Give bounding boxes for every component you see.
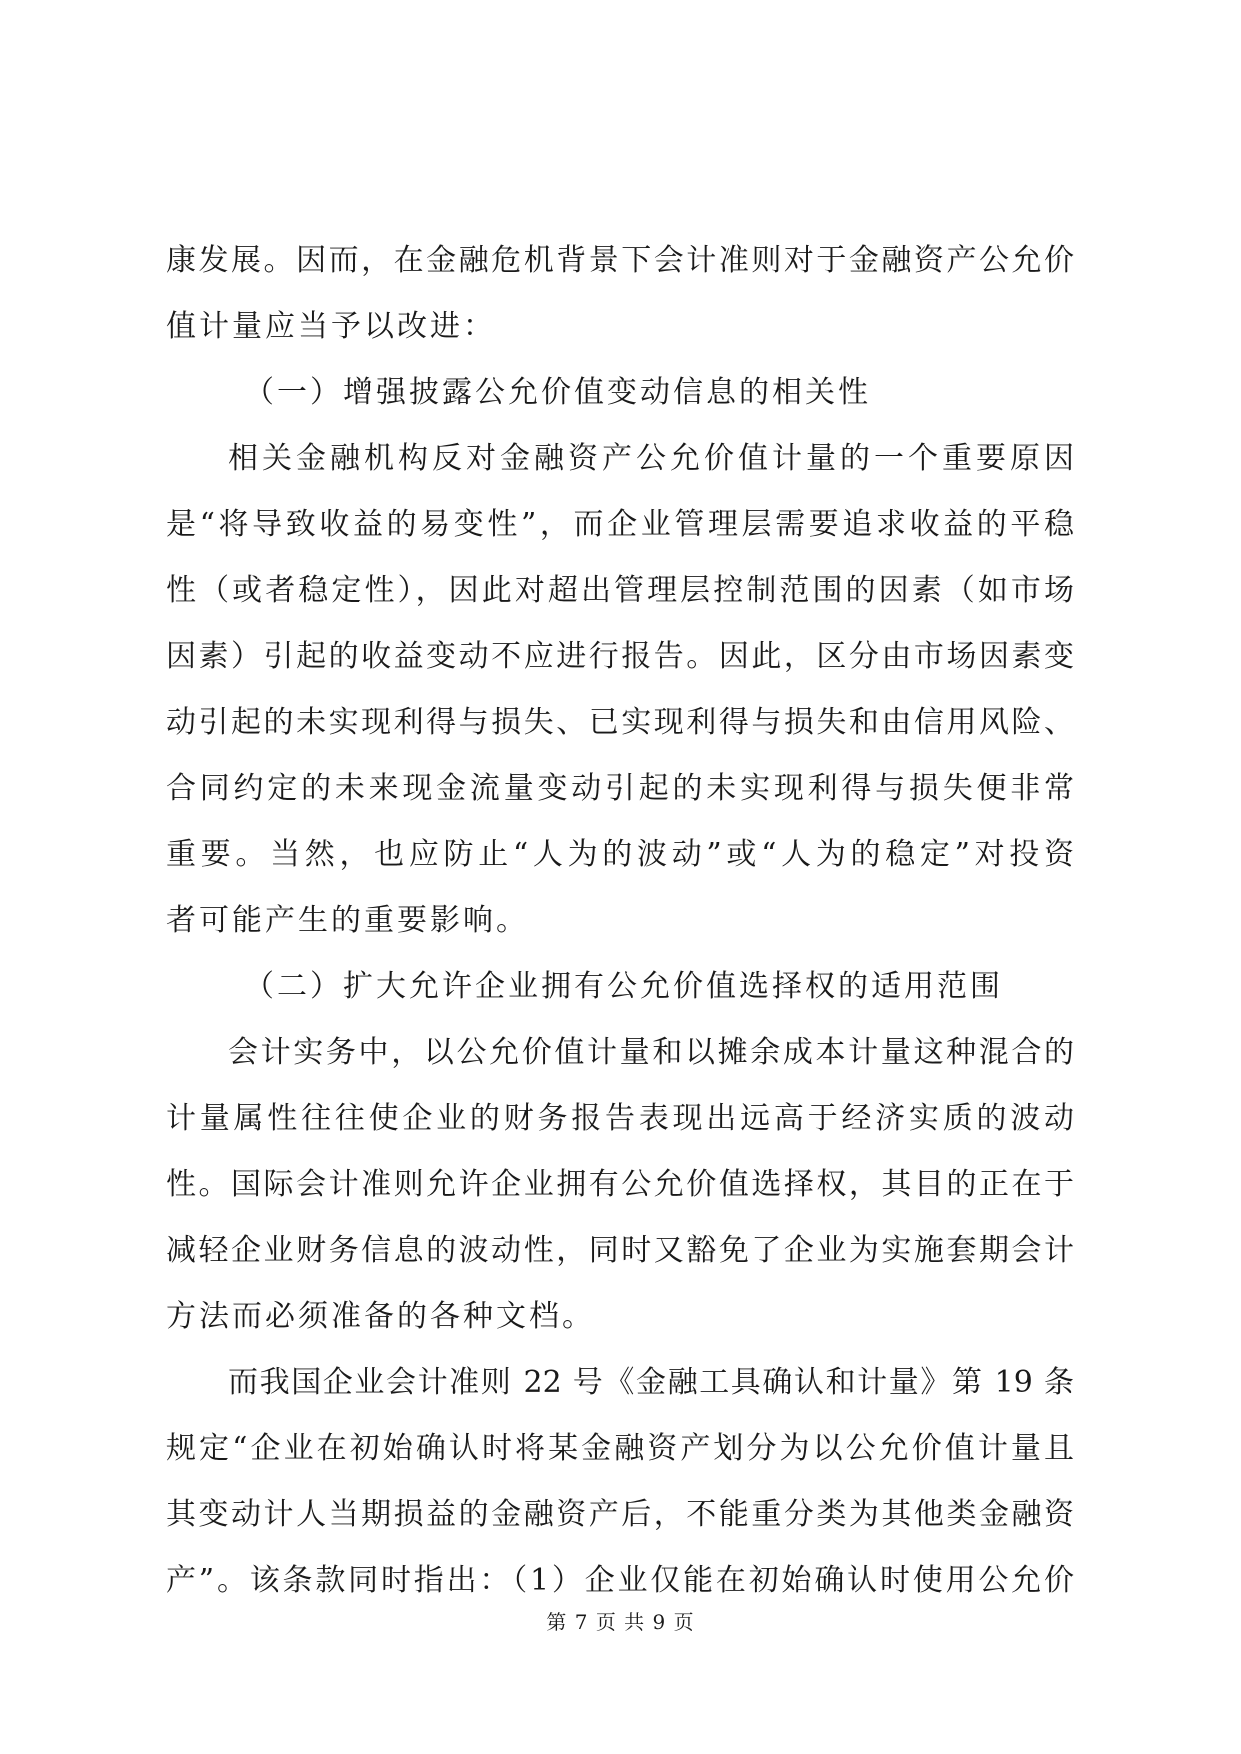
text-line: 值计量应当予以改进：: [166, 309, 496, 344]
text-line: 规定“企业在初始确认时将某金融资产划分为以公允价值计量且: [166, 1431, 1074, 1466]
text-line: 合同约定的未来现金流量变动引起的未实现利得与损失便非常: [166, 771, 1074, 806]
text-line: 减轻企业财务信息的波动性，同时又豁免了企业为实施套期会计: [166, 1233, 1074, 1268]
text-line: 是“将导致收益的易变性”，而企业管理层需要追求收益的平稳: [166, 507, 1074, 542]
body-text: [166, 228, 1074, 1614]
text-line: 相关金融机构反对金融资产公允价值计量的一个重要原因: [228, 441, 1074, 476]
text-line: 方法而必须准备的各种文档。: [166, 1299, 595, 1334]
text-line: 因素）引起的收益变动不应进行报告。因此，区分由市场因素变: [166, 639, 1074, 674]
text-line: 其变动计人当期损益的金融资产后，不能重分类为其他类金融资: [166, 1497, 1074, 1532]
text-line: 性。国际会计准则允许企业拥有公允价值选择权，其目的正在于: [166, 1167, 1074, 1202]
text-line: 性（或者稳定性），因此对超出管理层控制范围的因素（如市场: [166, 573, 1074, 608]
section-heading: （二）扩大允许企业拥有公允价值选择权的适用范围: [244, 969, 1003, 1004]
text-line: 而我国企业会计准则 22 号《金融工具确认和计量》第 19 条: [228, 1365, 1074, 1400]
text-line: 动引起的未实现利得与损失、已实现利得与损失和由信用风险、: [166, 705, 1074, 740]
text-line: 产”。该条款同时指出：（1）企业仅能在初始确认时使用公允价: [166, 1563, 1074, 1598]
text-line: 会计实务中，以公允价值计量和以摊余成本计量这种混合的: [228, 1035, 1074, 1070]
text-line: 康发展。因而，在金融危机背景下会计准则对于金融资产公允价: [166, 243, 1074, 278]
page-footer: 第 7 页 共 9 页: [546, 1610, 695, 1634]
text-line: 重要。当然，也应防止“人为的波动”或“人为的稳定”对投资: [166, 837, 1074, 872]
section-heading: （一）增强披露公允价值变动信息的相关性: [244, 375, 871, 410]
text-line: 计量属性往往使企业的财务报告表现出远高于经济实质的波动: [166, 1101, 1074, 1136]
text-line: 者可能产生的重要影响。: [166, 903, 529, 938]
